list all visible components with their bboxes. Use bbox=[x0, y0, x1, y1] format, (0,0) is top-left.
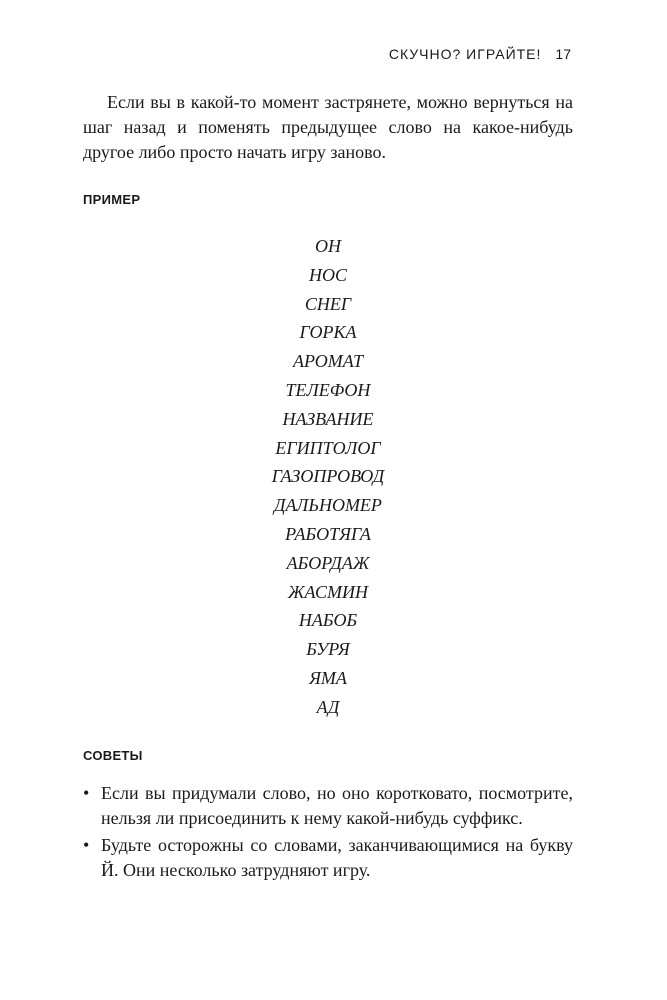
bullet-icon: • bbox=[83, 783, 90, 803]
example-word: ОН bbox=[315, 236, 341, 256]
tip-text: Будьте осторожны со словами, заканчивающимися на букву Й. Они несколько затрудняют игру. bbox=[101, 835, 573, 880]
example-word: ГАЗОПРОВОД bbox=[271, 466, 385, 487]
example-word: ГОРКА bbox=[299, 322, 357, 343]
example-word: НАБОБ bbox=[298, 610, 358, 631]
intro-paragraph: Если вы в какой-то момент застрянете, можно вернуться на шаг назад и поменять предыдущее слово на какое-нибудь другое либо просто начать игру заново. bbox=[83, 92, 573, 162]
tip-item bbox=[83, 833, 573, 883]
example-word: АБОРДАЖ bbox=[286, 552, 370, 573]
bullet-icon: • bbox=[83, 835, 90, 855]
example-word: НАЗВАНИЕ bbox=[282, 408, 374, 429]
example-word: БУРЯ bbox=[306, 639, 350, 660]
tip-text: Если вы придумали слово, но оно коротковато, посмотрите, нельзя ли присоединить к нему какой-нибудь суффикс. bbox=[101, 783, 573, 828]
example-word: ЕГИПТОЛОГ bbox=[275, 437, 381, 458]
example-word: АРОМАТ bbox=[292, 351, 364, 372]
example-word: НОС bbox=[308, 264, 347, 285]
example-word: АД bbox=[316, 696, 340, 717]
example-word: ЖАСМИН bbox=[287, 581, 369, 602]
running-header bbox=[389, 46, 571, 62]
intro-section bbox=[83, 90, 573, 165]
example-word-list bbox=[0, 232, 656, 722]
page-number: 17 bbox=[555, 46, 571, 62]
tips-list bbox=[83, 781, 573, 885]
example-heading: ПРИМЕР bbox=[83, 192, 141, 207]
example-word: ТЕЛЕФОН bbox=[285, 379, 371, 400]
example-word: РАБОТЯГА bbox=[285, 523, 371, 544]
tips-heading: СОВЕТЫ bbox=[83, 748, 143, 763]
running-title: СКУЧНО? ИГРАЙТЕ! bbox=[388, 46, 542, 62]
example-word: ЯМА bbox=[309, 667, 347, 688]
tip-item bbox=[83, 781, 573, 831]
example-word: СНЕГ bbox=[304, 293, 352, 314]
example-word: ДАЛЬНОМЕР bbox=[274, 495, 382, 516]
